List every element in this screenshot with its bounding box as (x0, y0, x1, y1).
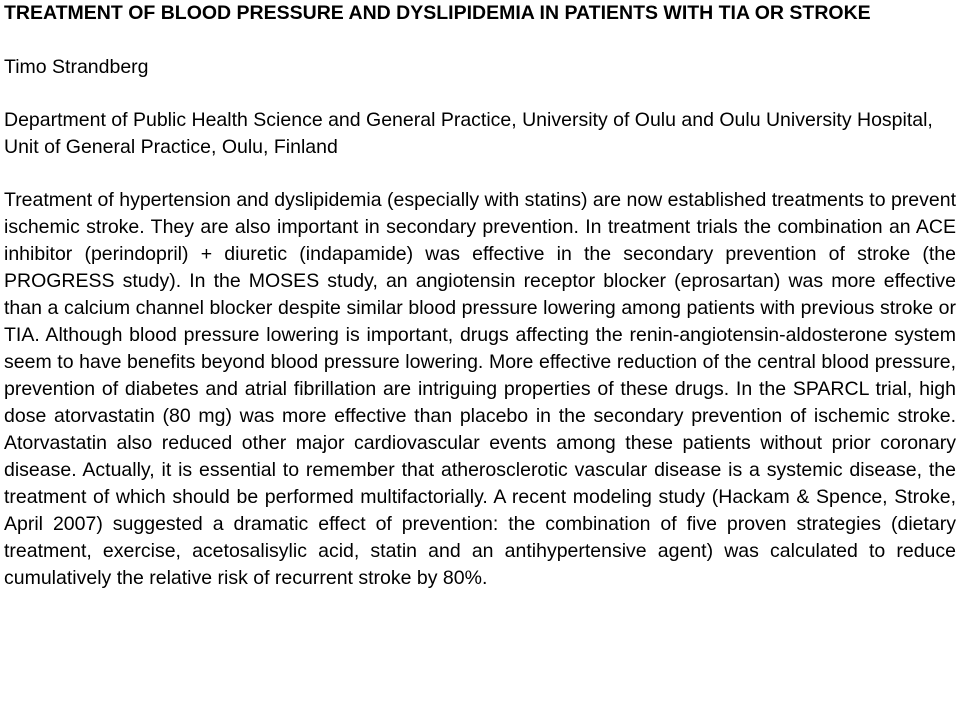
document-page (4, 0, 956, 592)
abstract-paragraph: Treatment of hypertension and dyslipidemia (especially with statins) are now established treatments to prevent ischemic stroke. They are also important in secondary prevention. In treatment trials the combination an ACE inhibitor (perindopril) + diuretic (indapamide) was effective in the secondary prevention of stroke (the PROGRESS study). In the MOSES study, an angiotensin receptor blocker (eprosartan) was more effective than a calcium channel blocker despite similar blood pressure lowering among patients with previous stroke or TIA. Although blood pressure lowering is important, drugs affecting the renin-angiotensin-aldosterone system seem to have benefits beyond blood pressure lowering. More effective reduction of the central blood pressure, prevention of diabetes and atrial fibrillation are intriguing properties of these drugs. In the SPARCL trial, high dose atorvastatin (80 mg) was more effective than placebo in the secondary prevention of ischemic stroke. Atorvastatin also reduced other major cardiovascular events among these patients without prior coronary disease. Actually, it is essential to remember that atherosclerotic vascular disease is a systemic disease, the treatment of which should be performed multifactorially. A recent modeling study (Hackam & Spence, Stroke, April 2007) suggested a dramatic effect of prevention: the combination of five proven strategies (dietary treatment, exercise, acetosalisylic acid, statin and an antihypertensive agent) was calculated to reduce cumulatively the relative risk of recurrent stroke by 80%. (4, 189, 957, 589)
author-affiliation: Department of Public Health Science and General Practice, University of Oulu and Oulu University Hospital, Unit of General Practice, Oulu, Finland (4, 109, 933, 158)
document-title: TREATMENT OF BLOOD PRESSURE AND DYSLIPIDEMIA IN PATIENTS WITH TIA OR STROKE (4, 2, 871, 24)
author-name: Timo Strandberg (4, 56, 149, 78)
